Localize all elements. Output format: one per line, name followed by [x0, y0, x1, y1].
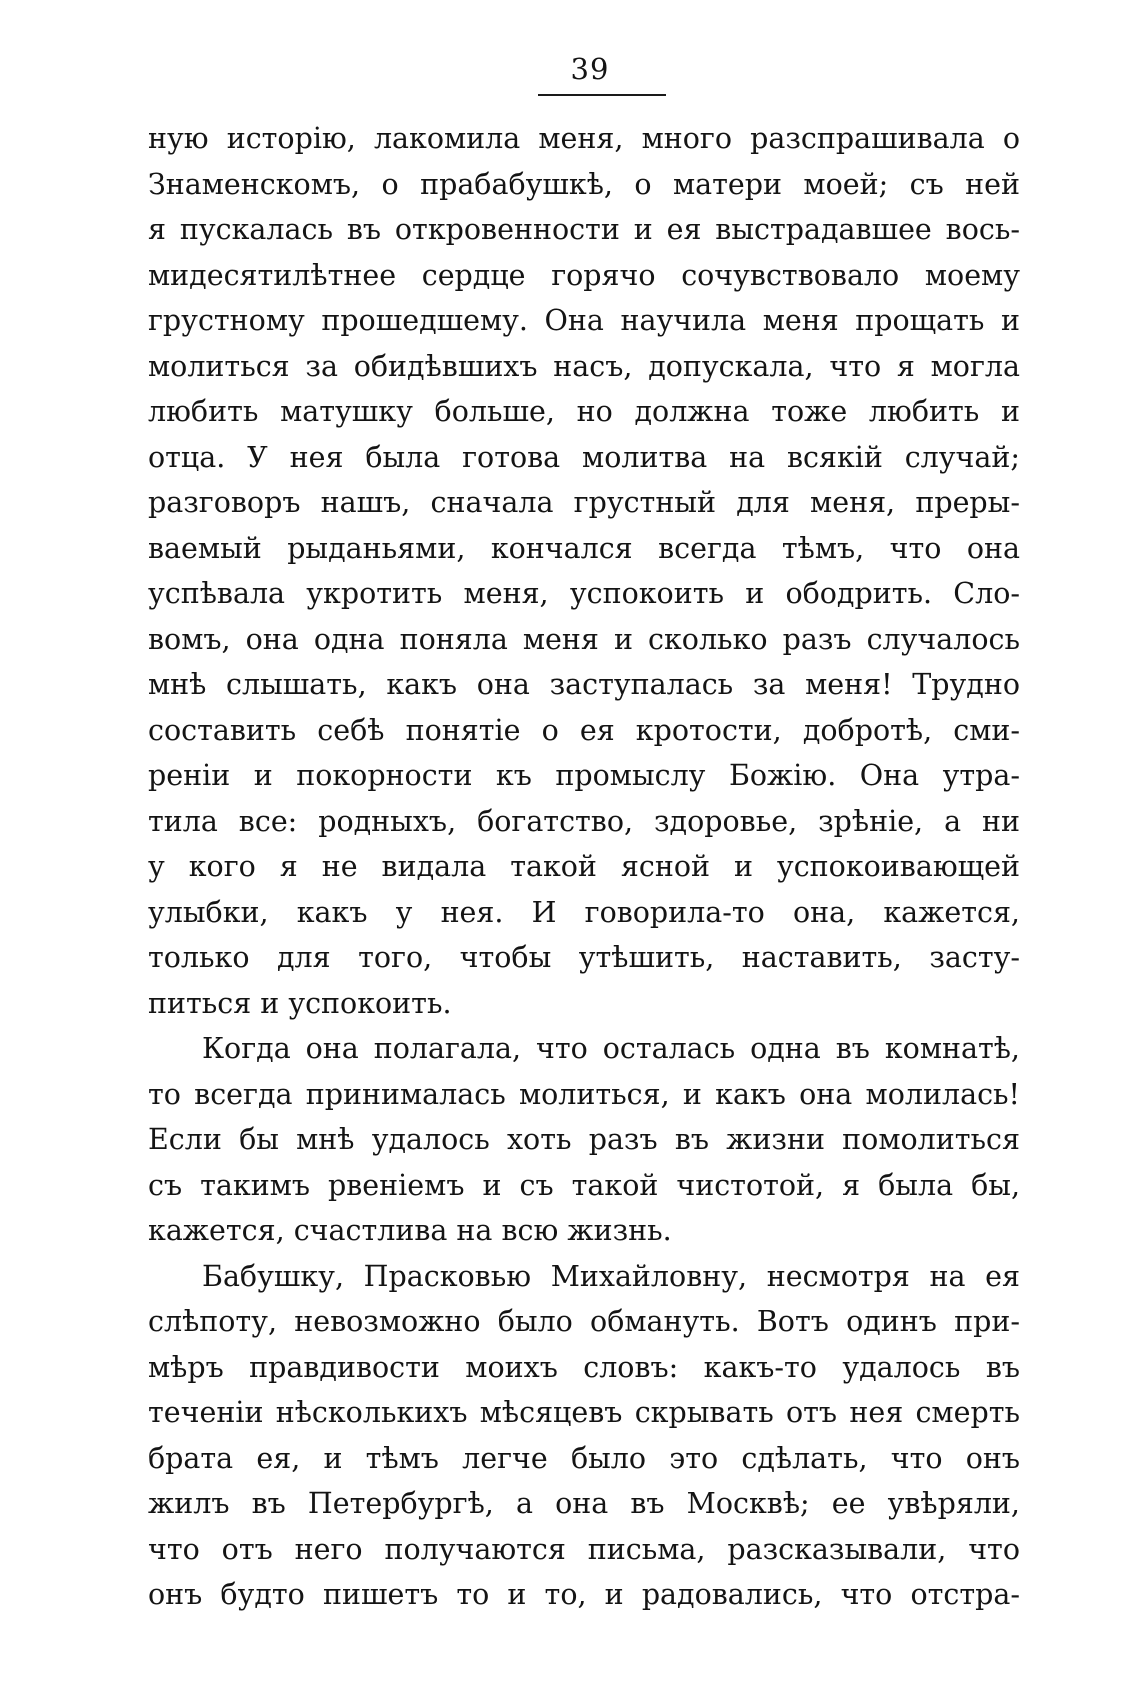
text-line: у кого я не видала такой ясной и успокоивающей [148, 850, 1020, 883]
page-number: 39 [570, 52, 610, 86]
text-line: Знаменскомъ, о прабабушкѣ, о матери моей; съ ней [148, 167, 1020, 201]
text-line: молиться за обидѣвшихъ насъ, допускала, что я могла [148, 349, 1020, 383]
text-line: кажется, счастлива на всю жизнь. [148, 1214, 672, 1247]
text-line: онъ будто пишетъ то и то, и радовались, что отстра- [148, 1578, 1020, 1611]
text-line: ваемый рыданьями, кончался всегда тѣмъ, что она [148, 531, 1020, 565]
text-line: грустному прошедшему. Она научила меня прощать и [148, 304, 1020, 337]
text-line: тила все: родныхъ, богатство, здоровье, зрѣніе, а ни [148, 804, 1020, 838]
page-number-rule [538, 94, 666, 96]
body-text [148, 116, 1020, 1618]
text-line: съ такимъ рвеніемъ и съ такой чистотой, я была бы, [148, 1168, 1020, 1202]
text-line: жилъ въ Петербургѣ, а она въ Москвѣ; ее увѣряли, [148, 1487, 1020, 1520]
text-line: брата ея, и тѣмъ легче было это сдѣлать, что онъ [148, 1441, 1020, 1475]
text-line: улыбки, какъ у нея. И говорила-то она, кажется, [148, 895, 1020, 929]
text-line: успѣвала укротить меня, успокоить и ободрить. Сло- [148, 577, 1020, 610]
text-line: теченіи нѣсколькихъ мѣсяцевъ скрывать отъ нея смерть [148, 1396, 1020, 1429]
text-line: любить матушку больше, но должна тоже любить и [148, 395, 1020, 428]
text-line: что отъ него получаются письма, разсказывали, что [148, 1532, 1020, 1566]
text-line: составить себѣ понятіе о ея кротости, добротѣ, сми- [148, 713, 1020, 747]
text-line: разговоръ нашъ, сначала грустный для меня, преры- [148, 486, 1020, 519]
text-line: только для того, чтобы утѣшить, наставить, засту- [148, 941, 1020, 974]
text-line: отца. У нея была готова молитва на всякій случай; [148, 440, 1020, 474]
text-line: то всегда принималась молиться, и какъ она молилась! [148, 1077, 1020, 1111]
text-line: мѣръ правдивости моихъ словъ: какъ-то удалось въ [148, 1350, 1020, 1384]
text-line: вомъ, она одна поняла меня и сколько разъ случалось [148, 622, 1020, 656]
text-line: мидесятилѣтнее сердце горячо сочувствовало моему [148, 258, 1020, 292]
paragraph-start-line: Когда она полагала, что осталась одна въ комнатѣ, [202, 1032, 1020, 1065]
text-line: реніи и покорности къ промыслу Божію. Она утра- [148, 759, 1020, 792]
text-line: питься и успокоить. [148, 986, 452, 1020]
text-line: слѣпоту, невозможно было обмануть. Вотъ одинъ при- [148, 1305, 1020, 1338]
text-line: мнѣ слышать, какъ она заступалась за меня! Трудно [148, 668, 1020, 701]
paragraph-start-line: Бабушку, Прасковью Михайловну, несмотря на ея [202, 1259, 1020, 1293]
text-line: я пускалась въ откровенности и ея выстрадавшее вось- [148, 213, 1020, 246]
text-line: Если бы мнѣ удалось хоть разъ въ жизни помолиться [148, 1123, 1020, 1156]
text-line: ную исторію, лакомила меня, много разспрашивала о [148, 122, 1020, 155]
